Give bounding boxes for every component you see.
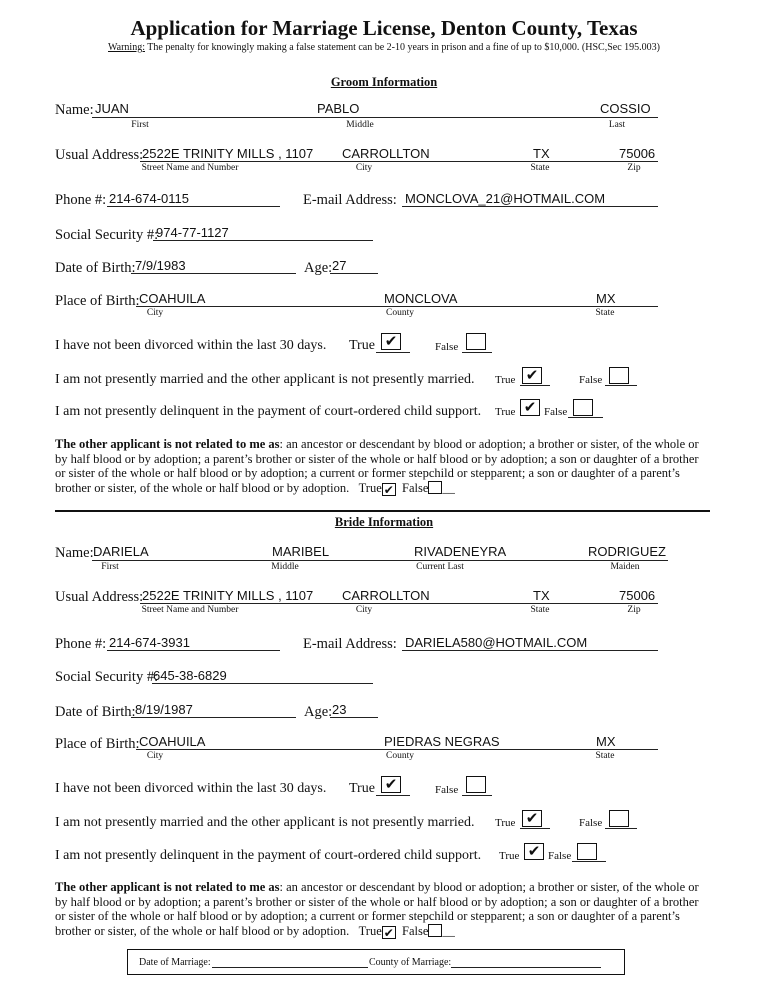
groom-stmt-support: I am not presently delinquent in the payment of court-ordered child support. bbox=[55, 404, 482, 419]
bride-first-name[interactable]: DARIELA bbox=[93, 544, 149, 559]
groom-married-false-label: False bbox=[579, 374, 603, 386]
groom-relation-true-label: True bbox=[358, 480, 382, 495]
groom-relation-false-checkbox[interactable] bbox=[428, 481, 442, 494]
bride-relation-true-label: True bbox=[358, 923, 382, 938]
groom-married-true-label: True bbox=[495, 374, 516, 386]
bride-last-name[interactable]: RIVADENEYRA bbox=[414, 544, 507, 559]
bride-city[interactable]: CARROLLTON bbox=[342, 588, 430, 603]
groom-relation-false-label: False bbox=[402, 480, 429, 495]
groom-stmt-divorced: I have not been divorced within the last 30 days. bbox=[55, 338, 327, 353]
groom-pob-state-caption: State bbox=[595, 308, 615, 318]
bride-pob-state-caption: State bbox=[595, 751, 615, 761]
groom-ssn-label: Social Security #: bbox=[55, 227, 159, 243]
groom-pob-city-caption: City bbox=[146, 308, 164, 318]
groom-relation-text: : an ancestor or descendant by blood or adoption; a brother or sister, of the whole or by half blood or by adoption; a parent’s brother or sister of the whole or half blood or by adoption; a son or daughter of a brother or sister of the whole or half blood or by adoption; a current or former stepchild or stepparent; a son or daughter of a parent’s brother or sister, of the whole or half blood or by adoption. bbox=[55, 437, 699, 495]
groom-support-false-label: False bbox=[544, 406, 568, 418]
date-of-marriage-label: Date of Marriage: bbox=[139, 957, 211, 968]
bride-pob-county[interactable]: PIEDRAS NEGRAS bbox=[384, 734, 500, 749]
groom-zip[interactable]: 75006 bbox=[619, 146, 656, 161]
groom-last-caption: Last bbox=[608, 120, 626, 130]
bride-dob-label: Date of Birth: bbox=[55, 704, 136, 720]
bride-support-true-label: True bbox=[499, 850, 520, 862]
bride-married-true-checkbox[interactable]: ✔ bbox=[522, 810, 542, 827]
bride-married-false-checkbox[interactable] bbox=[609, 810, 629, 827]
groom-street-caption: Street Name and Number bbox=[141, 163, 239, 173]
groom-divorced-true-checkbox[interactable]: ✔ bbox=[381, 333, 401, 350]
groom-divorced-false-checkbox[interactable] bbox=[466, 333, 486, 350]
groom-married-false-checkbox[interactable] bbox=[609, 367, 629, 384]
groom-ssn[interactable]: 974-77-1127 bbox=[156, 225, 229, 240]
bride-support-false-label: False bbox=[548, 850, 572, 862]
bride-state-caption: State bbox=[530, 605, 550, 615]
bride-zip-caption: Zip bbox=[627, 605, 641, 615]
groom-age-label: Age: bbox=[304, 260, 333, 276]
bride-relation-true-checkbox[interactable]: ✔ bbox=[383, 925, 394, 940]
groom-zip-caption: Zip bbox=[627, 163, 641, 173]
bride-zip[interactable]: 75006 bbox=[619, 588, 656, 603]
groom-address-label: Usual Address: bbox=[55, 147, 144, 163]
groom-city-caption: City bbox=[355, 163, 373, 173]
bride-dob[interactable]: 8/19/1987 bbox=[135, 702, 193, 717]
bride-ssn-label: Social Security #: bbox=[55, 669, 159, 685]
bride-street-caption: Street Name and Number bbox=[141, 605, 239, 615]
groom-support-false-checkbox[interactable] bbox=[573, 399, 593, 416]
bride-divorced-false-checkbox[interactable] bbox=[466, 776, 486, 793]
bride-section-title: Bride Information bbox=[334, 515, 434, 529]
groom-last-name[interactable]: COSSIO bbox=[600, 101, 651, 116]
groom-age[interactable]: 27 bbox=[332, 258, 347, 273]
groom-pob-label: Place of Birth: bbox=[55, 293, 140, 309]
bride-first-caption: First bbox=[101, 562, 119, 572]
bride-relation-bold: The other applicant is not related to me as bbox=[55, 880, 280, 894]
groom-phone[interactable]: 214-674-0115 bbox=[109, 191, 189, 206]
warning-text: The penalty for knowingly making a false statement can be 2-10 years in prison and a fine of up to $10,000. (HSC,Sec 195.003) bbox=[144, 42, 660, 53]
groom-dob-label: Date of Birth: bbox=[55, 260, 136, 276]
groom-married-true-checkbox[interactable]: ✔ bbox=[522, 367, 542, 384]
groom-dob[interactable]: 7/9/1983 bbox=[135, 258, 186, 273]
bride-phone-label: Phone #: bbox=[55, 636, 107, 652]
bride-street[interactable]: 2522E TRINITY MILLS , 1107 bbox=[142, 588, 314, 603]
bride-pob-county-caption: County bbox=[386, 751, 414, 761]
bride-relation-false-label: False bbox=[402, 923, 429, 938]
groom-pob-state[interactable]: MX bbox=[596, 291, 616, 306]
groom-pob-county-caption: County bbox=[386, 308, 414, 318]
groom-pob-city[interactable]: COAHUILA bbox=[139, 291, 206, 306]
groom-stmt-married: I am not presently married and the other applicant is not presently married. bbox=[55, 372, 475, 387]
bride-middle-name[interactable]: MARIBEL bbox=[272, 544, 330, 559]
bride-pob-label: Place of Birth: bbox=[55, 736, 140, 752]
bride-age[interactable]: 23 bbox=[332, 702, 347, 717]
bride-stmt-divorced: I have not been divorced within the last 30 days. bbox=[55, 781, 327, 796]
bride-stmt-support: I am not presently delinquent in the payment of court-ordered child support. bbox=[55, 848, 482, 863]
bride-name-label: Name: bbox=[55, 545, 94, 561]
bride-phone[interactable]: 214-674-3931 bbox=[109, 635, 190, 650]
bride-married-true-label: True bbox=[495, 817, 516, 829]
bride-married-false-label: False bbox=[579, 817, 603, 829]
groom-middle-name[interactable]: PABLO bbox=[317, 101, 360, 116]
bride-stmt-married: I am not presently married and the other applicant is not presently married. bbox=[55, 815, 475, 830]
bride-email[interactable]: DARIELA580@HOTMAIL.COM bbox=[405, 635, 588, 650]
groom-first-name[interactable]: JUAN bbox=[95, 101, 129, 116]
bride-divorced-false-label: False bbox=[435, 784, 459, 796]
bride-divorced-true-checkbox[interactable]: ✔ bbox=[381, 776, 401, 793]
bride-ssn[interactable]: 645-38-6829 bbox=[153, 668, 227, 683]
warning-line bbox=[0, 42, 768, 53]
bride-email-label: E-mail Address: bbox=[303, 636, 397, 652]
groom-pob-county[interactable]: MONCLOVA bbox=[384, 291, 458, 306]
groom-state[interactable]: TX bbox=[533, 146, 550, 161]
bride-relation-paragraph: The other applicant is not related to me as: an ancestor or descendant by blood or adoption; a brother or sister, of the whole or by half blood or by adoption; a parent’s brother or sister of the whole or half blood or by adoption; a son or daughter of a brother or sister of the whole or half blood or by adoption; a current or former stepchild or stepparent; a son or daughter of a parent’s brother or sister, of the whole or half blood or by adoption. True ✔ False __ bbox=[55, 880, 699, 940]
bride-divorced-true-label: True bbox=[349, 781, 375, 796]
county-of-marriage-label: County of Marriage: bbox=[369, 957, 452, 968]
bride-relation-text: : an ancestor or descendant by blood or adoption; a brother or sister, of the whole or by half blood or by adoption; a parent’s brother or sister of the whole or half blood or by adoption; a son or daughter of a brother or sister of the whole or half blood or by adoption; a current or former stepchild or stepparent; a son or daughter of a parent’s brother or sister, of the whole or half blood or by adoption. bbox=[55, 880, 699, 938]
groom-street[interactable]: 2522E TRINITY MILLS , 1107 bbox=[142, 146, 314, 161]
groom-support-true-checkbox[interactable]: ✔ bbox=[520, 399, 540, 416]
bride-maiden-caption: Maiden bbox=[610, 562, 640, 572]
groom-email-label: E-mail Address: bbox=[303, 192, 397, 208]
bride-middle-caption: Middle bbox=[271, 562, 299, 572]
groom-relation-bold: The other applicant is not related to me as bbox=[55, 437, 280, 451]
groom-divorced-true-label: True bbox=[349, 338, 375, 353]
bride-address-label: Usual Address: bbox=[55, 589, 144, 605]
groom-first-caption: First bbox=[131, 120, 149, 130]
form-title: Application for Marriage License, Denton County, Texas bbox=[130, 16, 638, 40]
marriage-details-box bbox=[127, 949, 625, 975]
groom-middle-caption: Middle bbox=[346, 120, 374, 130]
groom-name-label: Name: bbox=[55, 102, 94, 118]
groom-section-title: Groom Information bbox=[330, 75, 438, 89]
groom-state-caption: State bbox=[530, 163, 550, 173]
bride-support-false-checkbox[interactable] bbox=[577, 843, 597, 860]
bride-maiden-name[interactable]: RODRIGUEZ bbox=[588, 544, 666, 559]
bride-pob-city[interactable]: COAHUILA bbox=[139, 734, 206, 749]
bride-pob-city-caption: City bbox=[146, 751, 164, 761]
groom-relation-true-checkbox[interactable]: ✔ bbox=[383, 482, 394, 497]
warning-label: Warning: bbox=[108, 42, 145, 53]
bride-age-label: Age: bbox=[304, 704, 333, 720]
groom-email[interactable]: MONCLOVA_21@HOTMAIL.COM bbox=[405, 191, 606, 206]
bride-city-caption: City bbox=[355, 605, 373, 615]
groom-phone-label: Phone #: bbox=[55, 192, 107, 208]
groom-support-true-label: True bbox=[495, 406, 516, 418]
groom-city[interactable]: CARROLLTON bbox=[342, 146, 430, 161]
bride-relation-false-checkbox[interactable] bbox=[428, 924, 442, 937]
groom-divorced-false-label: False bbox=[435, 341, 459, 353]
section-divider bbox=[55, 510, 710, 512]
groom-relation-paragraph: The other applicant is not related to me as: an ancestor or descendant by blood or adoption; a brother or sister, of the whole or by half blood or by adoption; a parent’s brother or sister of the whole or half blood or by adoption; a son or daughter of a brother or sister of the whole or half blood or by adoption; a current or former stepchild or stepparent; a son or daughter of a parent’s brother or sister, of the whole or half blood or by adoption. True ✔ False __ bbox=[55, 437, 699, 497]
bride-pob-state[interactable]: MX bbox=[596, 734, 616, 749]
bride-support-true-checkbox[interactable]: ✔ bbox=[524, 843, 544, 860]
bride-state[interactable]: TX bbox=[533, 588, 550, 603]
bride-last-caption: Current Last bbox=[416, 562, 464, 572]
